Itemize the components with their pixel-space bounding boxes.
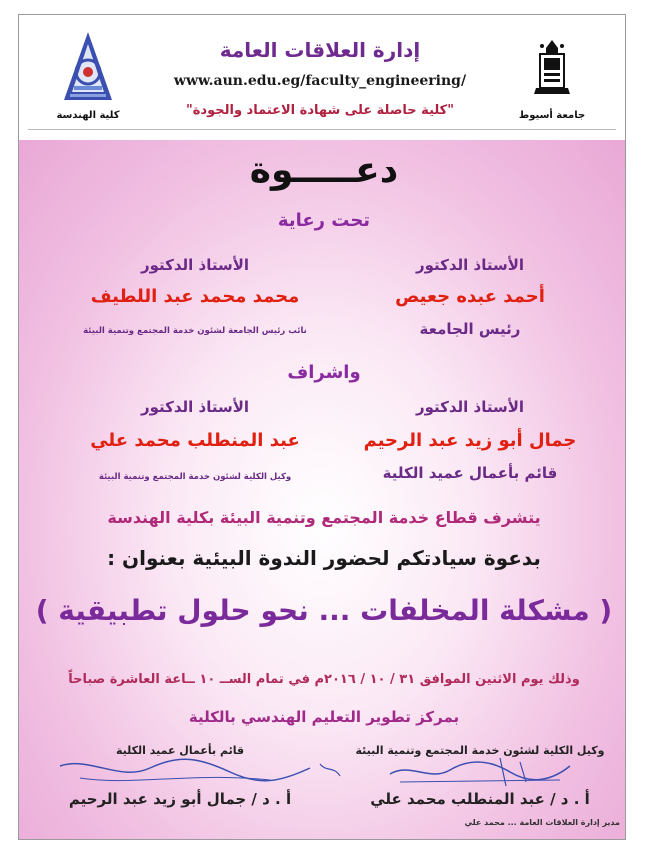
accreditation-note: "كلية حاصلة على شهادة الاعتماد والجودة" [185, 103, 455, 118]
department-title: إدارة العلاقات العامة [219, 38, 421, 62]
signature-1-scribble [380, 752, 580, 792]
patron-2-role: نائب رئيس الجامعة لشئون خدمة المجتمع وتنمية البيئة [83, 326, 307, 336]
seminar-topic: ( مشكلة المخلفات ... نحو حلول تطبيقية ) [35, 594, 613, 627]
patron-1-role: رئيس الجامعة [419, 320, 521, 338]
patronage-heading: تحت رعاية [277, 210, 371, 231]
pink-background [19, 140, 625, 839]
invitation-title: دعـــــوة [249, 150, 399, 191]
supervisor-2-role: وكيل الكلية لشئون خدمة المجتمع وتنمية البيئة [98, 472, 292, 482]
supervisor-1-prefix: الأستاذ الدكتور [415, 398, 525, 416]
header-divider [28, 129, 616, 130]
signature-1-name: أ . د / عبد المنطلب محمد علي [370, 790, 590, 808]
faculty-url: www.aun.edu.eg/faculty_engineering/ [173, 73, 467, 89]
university-logo [532, 38, 572, 96]
signature-2-name: أ . د / جمال أبو زيد عبد الرحيم [68, 790, 292, 808]
date-line: وذلك يوم الاثنين الموافق ٣١ / ١٠ / ٢٠١٦م في تمام الســ ١٠ ــاعة العاشرة صباحاً [68, 672, 580, 687]
signature-2-role: قائم بأعمال عميد الكلية [115, 744, 245, 757]
signature-1-role: وكيل الكلية لشئون خدمة المجتمع وتنمية البيئة [355, 744, 605, 757]
patron-1-prefix: الأستاذ الدكتور [415, 256, 525, 274]
supervisor-1-name: جمال أبو زيد عبد الرحيم [363, 430, 577, 451]
faculty-logo [60, 30, 116, 106]
patron-1-name: أحمد عبده جعيص [395, 286, 545, 307]
signature-2-scribble [50, 752, 350, 792]
supervision-heading: واشراف [287, 362, 361, 383]
supervisor-2-prefix: الأستاذ الدكتور [140, 398, 250, 416]
patron-2-name: محمد محمد عبد اللطيف [90, 286, 300, 307]
footer-note: مدير إدارة العلاقات العامة ... محمد علي [464, 818, 620, 827]
venue-line: بمركز تطوير التعليم الهندسي بالكلية [188, 708, 460, 726]
sector-line: يتشرف قطاع خدمة المجتمع وتنمية البيئة بكلية الهندسة [107, 508, 541, 527]
patron-2-prefix: الأستاذ الدكتور [140, 256, 250, 274]
faculty-logo-label: كلية الهندسة [56, 110, 120, 121]
supervisor-1-role: قائم بأعمال عميد الكلية [382, 464, 558, 482]
university-logo-label: جامعة أسيوط [518, 110, 586, 121]
supervisor-2-name: عبد المنطلب محمد علي [90, 430, 300, 451]
invite-line: بدعوة سيادتكم لحضور الندوة البيئية بعنوان : [107, 546, 541, 570]
